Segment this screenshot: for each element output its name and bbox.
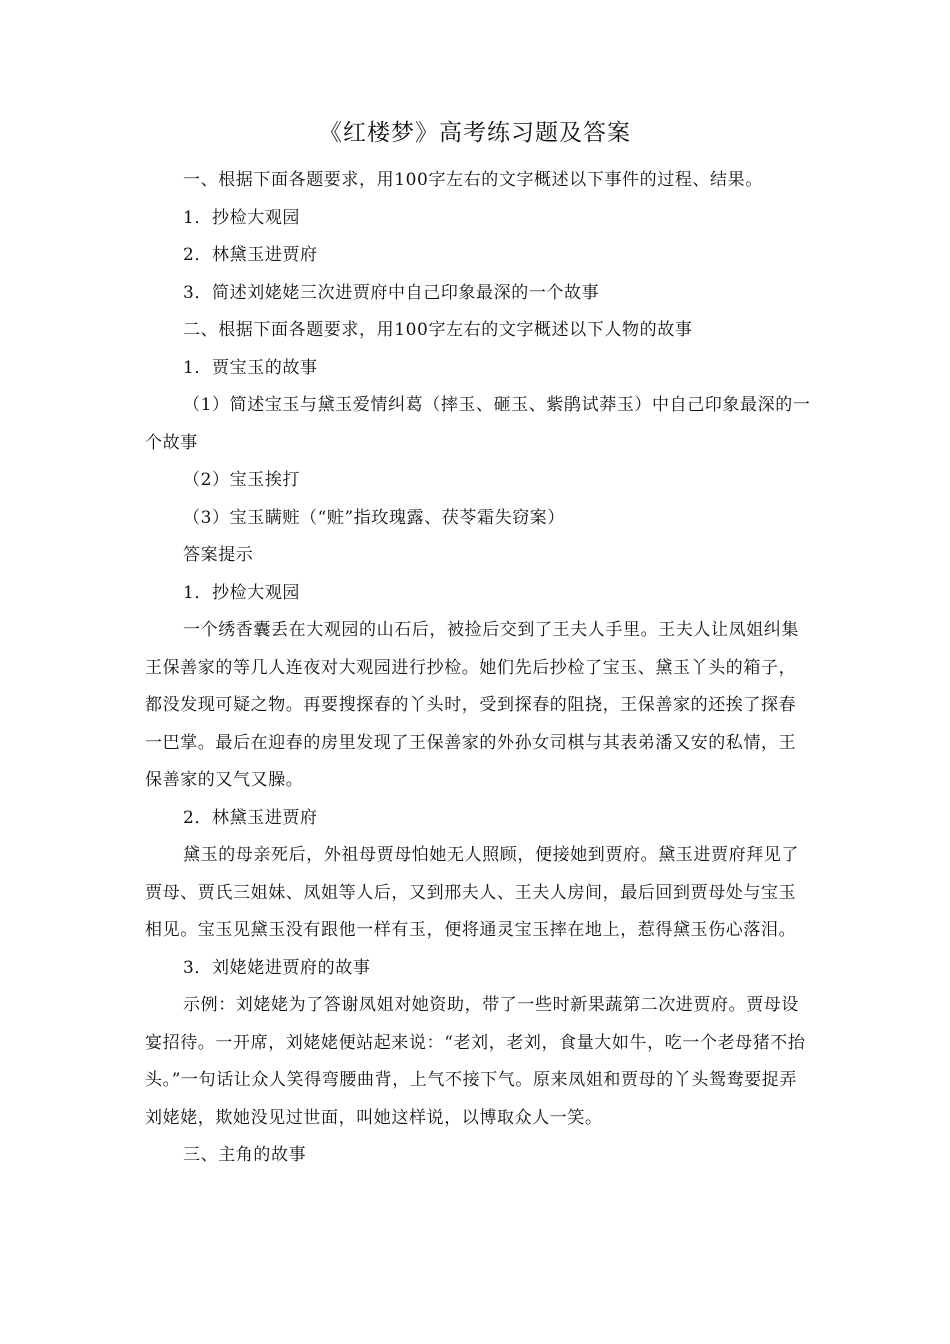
- paragraph: 黛玉的母亲死后，外祖母贾母怕她无人照顾，便接她到贾府。黛玉进贾府拜见了贾母、贾氏三姐妹、凤姐等人后，又到邢夫人、王夫人房间，最后回到贾母处与宝玉相见。宝玉见黛玉没有跟他一样有玉，便将通灵宝玉摔在地上，惹得黛玉伤心落泪。: [145, 845, 799, 940]
- document-title: 《红楼梦》高考练习题及答案: [319, 120, 631, 146]
- paragraph: 3．刘姥姥进贾府的故事: [183, 957, 371, 978]
- paragraph: （1）简述宝玉与黛玉爱情纠葛（摔玉、砸玉、紫鹃试莽玉）中自己印象最深的一个故事: [145, 395, 811, 453]
- paragraph: 2．林黛玉进贾府: [183, 807, 318, 828]
- paragraph: 一个绣香囊丢在大观园的山石后，被捡后交到了王夫人手里。王夫人让凤姐纠集王保善家的等几人连夜对大观园进行抄检。她们先后抄检了宝玉、黛玉丫头的箱子，都没发现可疑之物。再要搜探春的丫头时，受到探春的阻挠，王保善家的还挨了探春一巴掌。最后在迎春的房里发现了王保善家的外孙女司棋与其表弟潘又安的私情，王保善家的又气又臊。: [145, 620, 799, 790]
- document-body: [145, 162, 811, 1175]
- paragraph: 答案提示: [183, 545, 254, 565]
- paragraph: 示例：刘姥姥为了答谢凤姐对她资助，带了一些时新果蔬第二次进贾府。贾母设宴招待。一开席，刘姥姥便站起来说：“老刘，老刘，食量大如牛，吃一个老母猪不抬头。”一句话让众人笑得弯腰曲背，上气不接下气。原来凤姐和贾母的丫头鸳鸯要捉弄刘姥姥，欺她没见过世面，叫她这样说，以博取众人一笑。: [145, 995, 806, 1128]
- paragraph: 2．林黛玉进贾府: [183, 245, 318, 265]
- paragraph: 1．抄检大观园: [183, 207, 301, 228]
- paragraph: 1．抄检大观园: [183, 582, 301, 603]
- paragraph: 一、根据下面各题要求，用100字左右的文字概述以下事件的过程、结果。: [183, 170, 763, 190]
- paragraph: 3．简述刘姥姥三次进贾府中自己印象最深的一个故事: [183, 282, 600, 303]
- paragraph: （2）宝玉挨打: [183, 470, 301, 490]
- paragraph: （3）宝玉瞒赃（“赃”指玫瑰露、茯苓霜失窃案）: [183, 507, 565, 528]
- paragraph: 1．贾宝玉的故事: [183, 357, 318, 378]
- paragraph: 三、主角的故事: [183, 1145, 307, 1165]
- paragraph: 二、根据下面各题要求，用100字左右的文字概述以下人物的故事: [183, 320, 693, 340]
